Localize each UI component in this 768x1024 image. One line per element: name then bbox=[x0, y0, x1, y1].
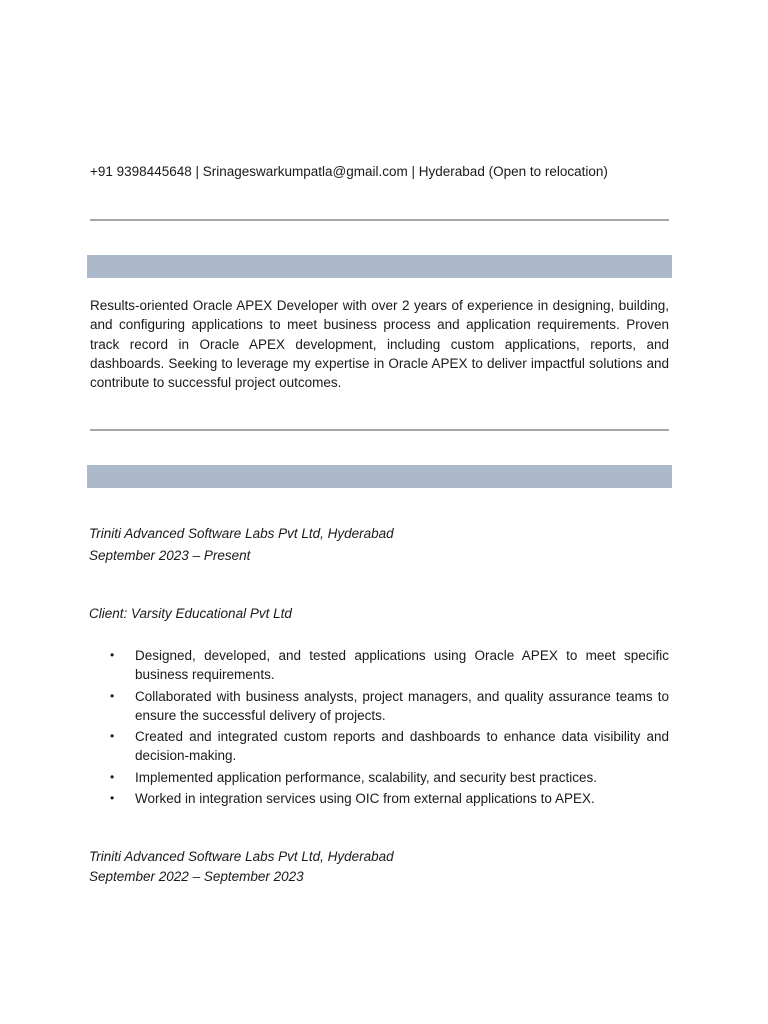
job-1-company: Triniti Advanced Software Labs Pvt Ltd, Hyderabad bbox=[89, 526, 394, 541]
section-bar-experience bbox=[87, 465, 672, 488]
bullet-text: Collaborated with business analysts, project managers, and quality assurance teams to ensure the successful delivery of projects. bbox=[135, 688, 669, 723]
job-2-company: Triniti Advanced Software Labs Pvt Ltd, Hyderabad bbox=[89, 849, 394, 864]
bullet-icon: • bbox=[110, 688, 115, 703]
list-item bbox=[90, 687, 669, 726]
bullet-text: Designed, developed, and tested applications using Oracle APEX to meet specific business requirements. bbox=[135, 648, 669, 683]
contact-line: +91 9398445648 | Srinageswarkumpatla@gmail.com | Hyderabad (Open to relocation) bbox=[90, 164, 608, 179]
bullet-text: Implemented application performance, scalability, and security best practices. bbox=[135, 769, 597, 785]
divider-top bbox=[90, 219, 669, 221]
bullet-icon: • bbox=[110, 648, 115, 662]
bullet-text: Worked in integration services using OIC from external applications to APEX. bbox=[135, 791, 595, 807]
list-item bbox=[90, 727, 669, 766]
job-1-bullet-list bbox=[90, 646, 669, 810]
section-bar-summary bbox=[87, 255, 672, 278]
summary-paragraph: Results-oriented Oracle APEX Developer with over 2 years of experience in designing, building, and configuring applications to meet business process and application requirements. Proven track record in Oracle APEX development, including custom applications, reports, and dashboards. Seeking to leverage my expertise in Oracle APEX to deliver impactful solutions and contribute to successful project outcomes. bbox=[90, 298, 669, 391]
bullet-icon: • bbox=[110, 769, 115, 784]
list-item bbox=[90, 646, 669, 685]
bullet-icon: • bbox=[110, 729, 115, 744]
bullet-text: Created and integrated custom reports and dashboards to enhance data visibility and decision-making. bbox=[135, 729, 669, 764]
list-item bbox=[90, 768, 669, 787]
bullet-icon: • bbox=[110, 791, 115, 806]
job-1-period: September 2023 – Present bbox=[89, 548, 251, 563]
divider-middle bbox=[90, 429, 669, 431]
list-item bbox=[90, 789, 669, 808]
job-2-period: September 2022 – September 2023 bbox=[89, 869, 304, 884]
job-1-client: Client: Varsity Educational Pvt Ltd bbox=[89, 606, 292, 621]
